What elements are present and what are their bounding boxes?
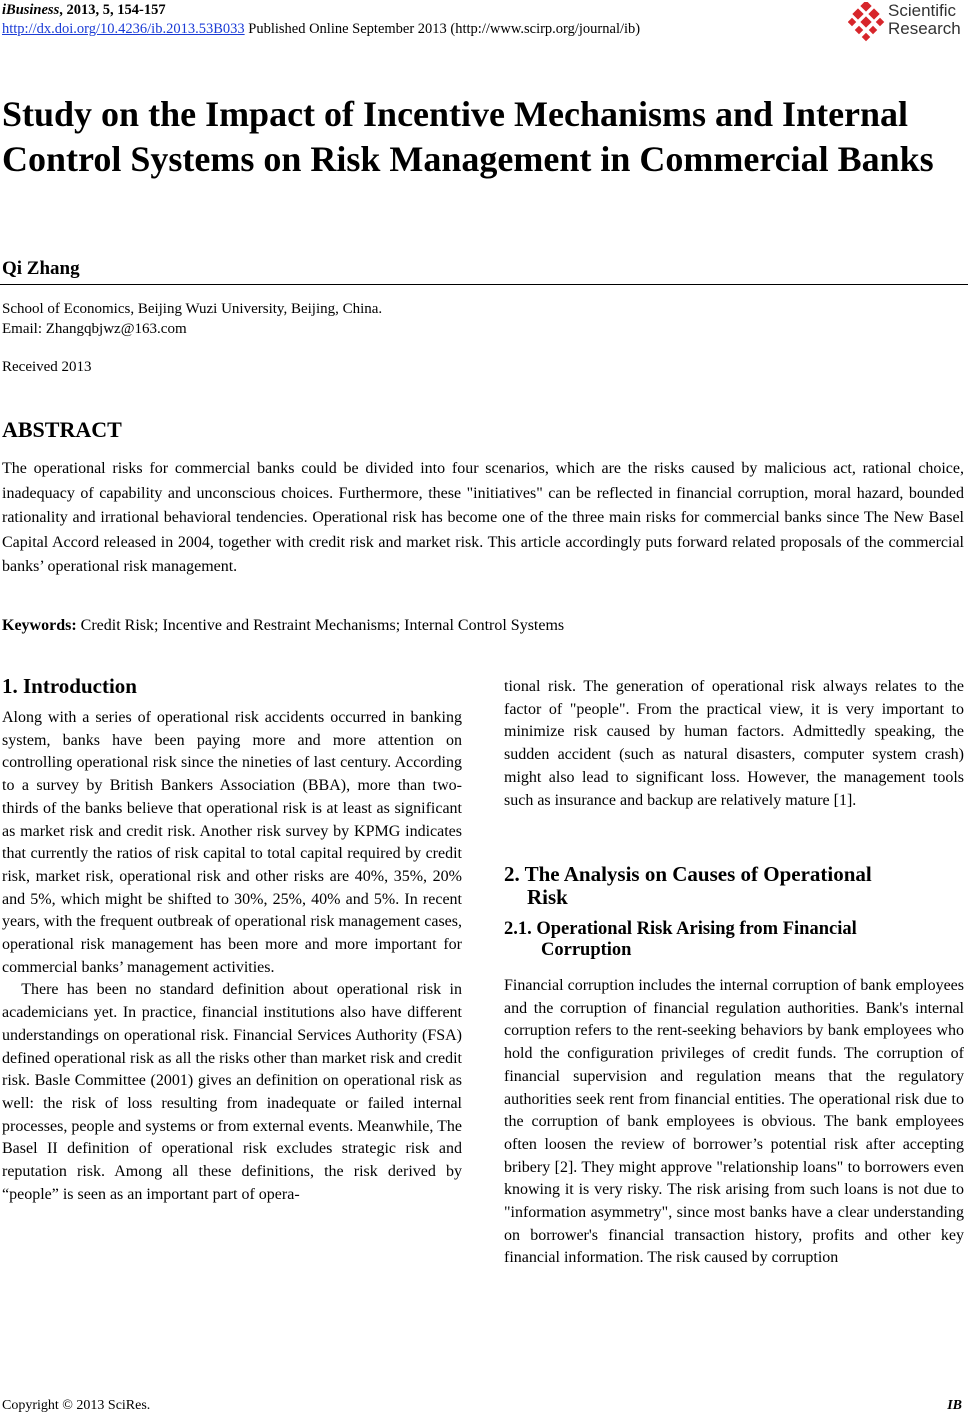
received-date: Received 2013: [2, 359, 92, 375]
abstract-text: The operational risks for commercial banks could be divided into four scenarios, which are the risks caused by malicious act, rational choice, inadequacy of capability and unconscious choices. Furthermore, these "initiatives" can be reflected in financial corruption, moral hazard, bounded rationality and irrational behavioral tendencies. Operational risk has become one of the three main risks for commercial banks since The New Basel Capital Accord released in 2004, together with credit risk and market risk. This article accordingly puts forward related proposals of the commercial banks’ operational risk management.: [2, 460, 964, 575]
intro-paragraph-1: Along with a series of operational risk accidents occurred in banking system, banks have been paying more and more attention on controlling operational risk since the nineties of last century. According to a survey by British Bankers Association (BBA), more than two-thirds of the banks believe that operational risk is at least as significant as market risk and credit risk. Another risk survey by KPMG indicates that currently the ratios of risk capital to total capital required by credit risk, market risk, operational risk and other risks are 40%, 35%, 20% and 5%, which might be shifted to 30%, 25%, 40% and 5%. In recent years, with the frequent outbreak of operational risk management cases, operational risk management has been more and more important for commercial banks’ management activities.: [2, 709, 462, 976]
right-column-body: [504, 975, 964, 1270]
title-divider: [0, 284, 968, 285]
abstract-heading: ABSTRACT: [2, 417, 122, 442]
scientific-research-logo: [848, 2, 968, 42]
affiliation-block: [2, 299, 382, 339]
doi-link[interactable]: http://dx.doi.org/10.4236/ib.2013.53B033: [2, 21, 245, 37]
right-column-top: [504, 676, 964, 812]
section-2-heading-line2: Risk: [527, 885, 568, 909]
section-2-1-paragraph: Financial corruption includes the internal corruption of bank employees and the corruption of financial regulation authorities. Bank's internal corruption refers to the rent-seeking behaviors by bank employees who hold the configuration privileges of credit funds. The corruption of financial supervision and regulation means that the regulatory authorities seek rent from financial entities. The operational risk due to the corruption of bank employees is obvious. The bank employees often loosen the review of borrower’s potential risk after accepting bribery [2]. They might approve "relationship loans" to borrowers even knowing it is very risky. The risk arising from such loans is not due to "information asymmetry", since most banks have a clear understanding on borrower's financial transaction history, profits and other key financial information. The risk caused by corruption: [504, 977, 964, 1267]
journal-name: iBusiness: [2, 2, 60, 18]
logo-mark-icon: [848, 2, 886, 42]
doi-line: [2, 21, 640, 38]
journal-abbr: IB: [947, 1398, 962, 1413]
section-2-1-heading: [504, 919, 944, 961]
section-1-heading: 1. Introduction: [2, 674, 137, 698]
left-column: [2, 707, 462, 1206]
keywords: [2, 617, 564, 635]
logo-line2: Research: [888, 19, 961, 38]
intro-paragraph-2-continued: tional risk. The generation of operational risk always relates to the factor of "people". From the practical view, it is very important to minimize risk caused by human factors. Admittedly speaking, the sudden accident (such as natural disasters, computer system crash) might also lead to significant loss. However, the management tools such as insurance and backup are relatively mature [1].: [504, 678, 964, 809]
volume-info: , 2013, 5, 154-157: [59, 2, 166, 18]
section-2-1-heading-line1: 2.1. Operational Risk Arising from Financial: [504, 919, 857, 939]
section-2-1-heading-line2: Corruption: [541, 940, 632, 960]
keywords-list: Credit Risk; Incentive and Restraint Mechanisms; Internal Control Systems: [80, 617, 565, 634]
author: Qi Zhang: [2, 258, 80, 279]
copyright: Copyright © 2013 SciRes.: [2, 1398, 151, 1413]
journal-citation: [2, 2, 166, 19]
section-2-heading: [504, 863, 944, 909]
keywords-label: Keywords:: [2, 617, 77, 634]
paper-title: Study on the Impact of Incentive Mechanisms and Internal Control Systems on Risk Management in Commercial Banks: [2, 94, 934, 179]
published-info: Published Online September 2013 (http://www.scirp.org/journal/ib): [248, 21, 641, 37]
logo-line1: Scientific: [888, 1, 957, 20]
affiliation: School of Economics, Beijing Wuzi University, Beijing, China.: [2, 301, 383, 317]
intro-paragraph-2: There has been no standard definition about operational risk in academicians yet. In practice, financial institutions also have different understandings on operational risk. Financial Services Authority (FSA) defined operational risk as all the risks other than market risk and credit risk. Basle Committee (2001) gives an definition on operational risk as well: the risk of loss resulting from inadequate or failed internal processes, people and systems or from external events. Meanwhile, The Basel II definition of operational risk excludes strategic risk and reputation risk. Among all these definitions, the risk derived by “people” is seen as an important part of opera-: [2, 981, 462, 1203]
email: Email: Zhangqbjwz@163.com: [2, 321, 187, 337]
section-2-heading-line1: 2. The Analysis on Causes of Operational: [504, 862, 872, 886]
